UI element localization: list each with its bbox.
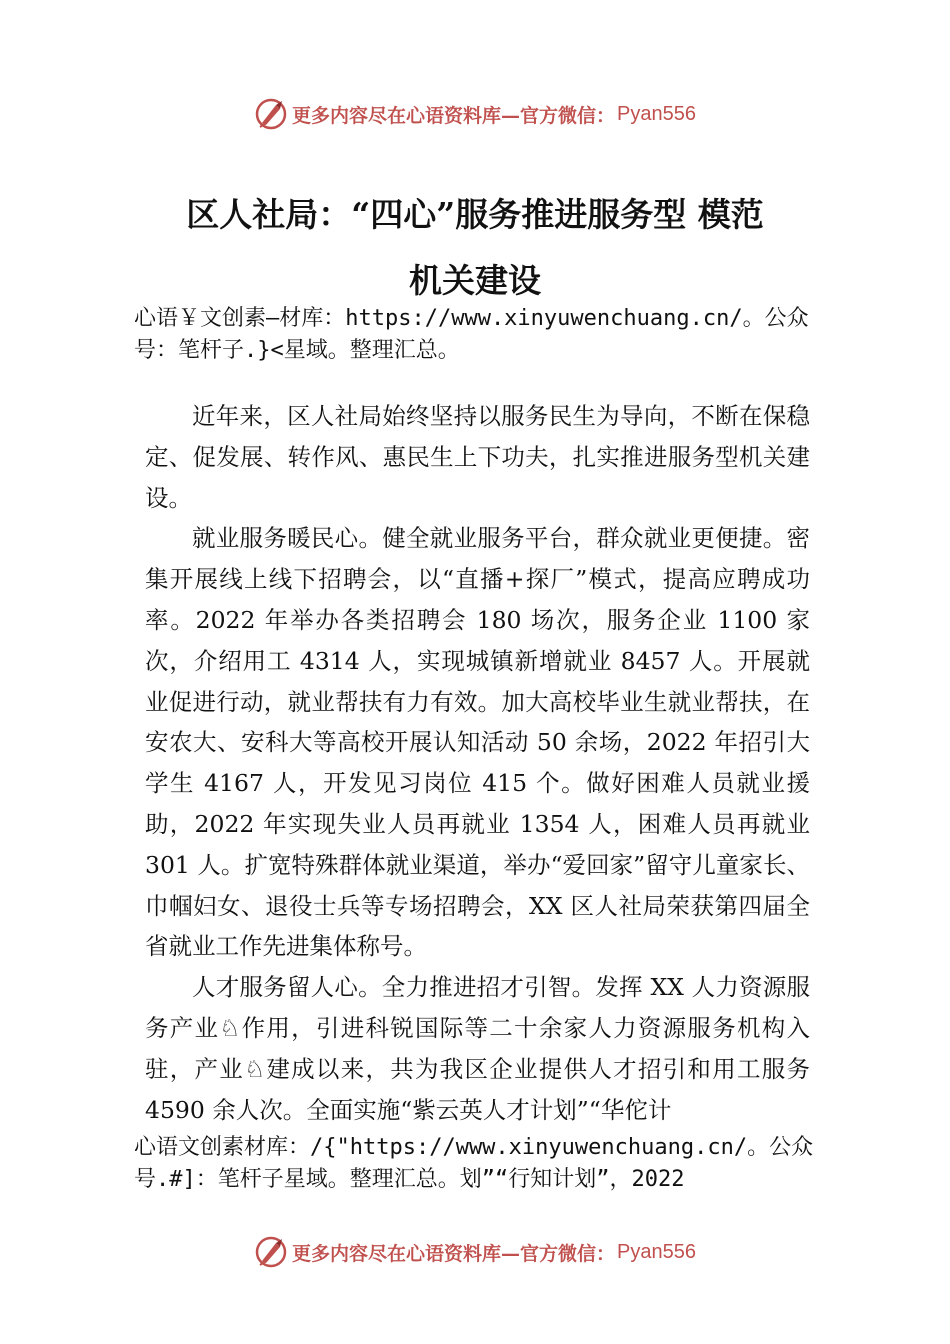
header-banner: [0, 94, 950, 134]
page-title-line-1: 区人社局：“四心”服务推进服务型 模范: [186, 195, 764, 234]
source-note-top: 心语￥文创素—材库：https://www.xinyuwenchuang.cn/。公众号：笔杆子.}<星域。整理汇总。: [134, 306, 809, 363]
article-body: [145, 396, 810, 1130]
paragraph-talent: 人才服务留人心。全力推进招才引智。发挥 XX 人力资源服务产业♘作用，引进科锐国际等二十余家人力资源服务机构入驻，产业♘建成以来，共为我区企业提供人才招引和用工服务 4590 余人次。全面实施“紫云英人才计划”“华佗计: [145, 973, 810, 1124]
paragraph-intro: 近年来，区人社局始终坚持以服务民生为导向，不断在保稳定、促发展、转作风、惠民生上下功夫，扎实推进服务型机关建设。: [145, 402, 810, 512]
banner-wechat-id: Pyan556: [617, 1240, 696, 1263]
quill-pen-logo-icon: [254, 1235, 288, 1269]
page-title-line-2: 机关建设: [409, 261, 541, 300]
banner-wechat-id: Pyan556: [617, 102, 696, 125]
footer-banner: [0, 1232, 950, 1272]
source-note-bottom: 心语文创素材库：/{"https://www.xinyuwenchuang.cn/。公众号.#]：笔杆子星域。整理汇总。划”“行知计划”，2022: [134, 1135, 814, 1192]
paragraph-employment: 就业服务暖民心。健全就业服务平台，群众就业更便捷。密集开展线上线下招聘会，以“直播+探厂”模式，提高应聘成功率。2022 年举办各类招聘会 180 场次，服务企业 1100 家次，介绍用工 4314 人，实现城镇新增就业 8457 人。开展就业促进行动，就业帮扶有力有效。加大高校毕业生就业帮扶，在安农大、安科大等高校开展认知活动 50 余场，2022 年招引大学生 4167 人，开发见习岗位 415 个。做好困难人员就业援助，2022 年实现失业人员再就业 1354 人，困难人员再就业 301 人。扩宽特殊群体就业渠道，举办“爱回家”留守儿童家长、巾帼妇女、退役士兵等专场招聘会，XX 区人社局荣获第四届全省就业工作先进集体称号。: [145, 524, 810, 961]
quill-pen-logo-icon: [254, 97, 288, 131]
banner-text: 更多内容尽在心语资料库—官方微信：: [292, 104, 616, 127]
banner-text: 更多内容尽在心语资料库—官方微信：: [292, 1242, 616, 1265]
